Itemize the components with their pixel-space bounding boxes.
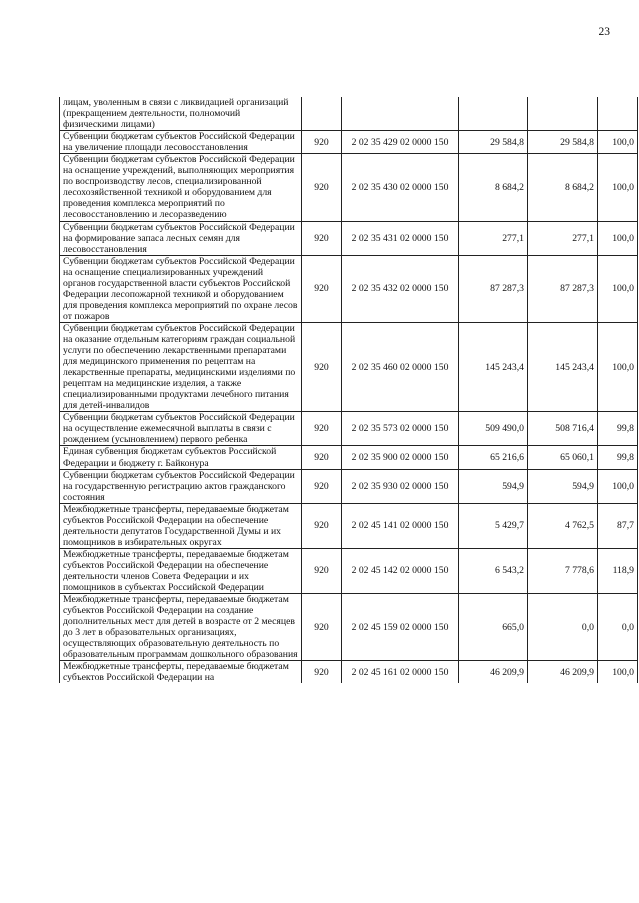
row-planned-amount: 5 429,7: [459, 503, 528, 548]
row-planned-amount: 87 287,3: [459, 255, 528, 322]
row-name: Межбюджетные трансферты, передаваемые бюджетам субъектов Российской Федерации на обеспечение деятельности членов Совета Федерации и их помощников в субъектах Российской Федерации: [60, 548, 302, 593]
table-row: [60, 503, 638, 548]
row-budget-code: [342, 97, 459, 131]
page-number: 23: [598, 26, 610, 38]
row-execution-percent: 99,8: [598, 412, 638, 446]
row-planned-amount: 6 543,2: [459, 548, 528, 593]
row-planned-amount: 594,9: [459, 469, 528, 503]
row-budget-code: 2 02 35 460 02 0000 150: [342, 322, 459, 411]
row-execution-percent: 100,0: [598, 322, 638, 411]
row-name: Межбюджетные трансферты, передаваемые бюджетам субъектов Российской Федерации на: [60, 661, 302, 684]
row-budget-code: 2 02 35 430 02 0000 150: [342, 154, 459, 221]
row-planned-amount: 29 584,8: [459, 131, 528, 154]
row-execution-percent: 100,0: [598, 661, 638, 684]
row-executed-amount: [528, 97, 598, 131]
row-planned-amount: 665,0: [459, 594, 528, 661]
budget-table-body: [60, 97, 638, 683]
table-row: [60, 154, 638, 221]
table-row: [60, 548, 638, 593]
row-budget-code: 2 02 35 429 02 0000 150: [342, 131, 459, 154]
row-budget-code: 2 02 45 159 02 0000 150: [342, 594, 459, 661]
row-admin-code: 920: [302, 503, 342, 548]
table-row: [60, 221, 638, 255]
row-execution-percent: 0,0: [598, 594, 638, 661]
row-admin-code: 920: [302, 322, 342, 411]
row-budget-code: 2 02 45 142 02 0000 150: [342, 548, 459, 593]
row-budget-code: 2 02 35 432 02 0000 150: [342, 255, 459, 322]
row-execution-percent: 100,0: [598, 255, 638, 322]
row-name: лицам, уволенным в связи с ликвидацией организаций (прекращением деятельности, полномочий физическими лицами): [60, 97, 302, 131]
budget-table: [59, 97, 638, 683]
row-admin-code: [302, 97, 342, 131]
row-planned-amount: 509 490,0: [459, 412, 528, 446]
row-planned-amount: 46 209,9: [459, 661, 528, 684]
row-planned-amount: 277,1: [459, 221, 528, 255]
row-executed-amount: 508 716,4: [528, 412, 598, 446]
row-admin-code: 920: [302, 548, 342, 593]
table-row: [60, 255, 638, 322]
row-executed-amount: 4 762,5: [528, 503, 598, 548]
row-planned-amount: [459, 97, 528, 131]
table-row: [60, 446, 638, 469]
row-budget-code: 2 02 45 161 02 0000 150: [342, 661, 459, 684]
row-executed-amount: 277,1: [528, 221, 598, 255]
row-execution-percent: 100,0: [598, 469, 638, 503]
table-row: [60, 412, 638, 446]
row-executed-amount: 145 243,4: [528, 322, 598, 411]
row-admin-code: 920: [302, 412, 342, 446]
row-executed-amount: 8 684,2: [528, 154, 598, 221]
table-row: [60, 661, 638, 684]
table-row: [60, 131, 638, 154]
row-admin-code: 920: [302, 446, 342, 469]
row-name: Межбюджетные трансферты, передаваемые бюджетам субъектов Российской Федерации на обеспечение деятельности депутатов Государственной Думы и их помощников в избирательных округах: [60, 503, 302, 548]
table-row: [60, 97, 638, 131]
row-admin-code: 920: [302, 131, 342, 154]
row-admin-code: 920: [302, 255, 342, 322]
row-executed-amount: 46 209,9: [528, 661, 598, 684]
row-admin-code: 920: [302, 469, 342, 503]
row-name: Межбюджетные трансферты, передаваемые бюджетам субъектов Российской Федерации на создание дополнительных мест для детей в возрасте от 2 месяцев до 3 лет в образовательных организациях, осуществляющих образовательную деятельность по образовательным программам дошкольного образования: [60, 594, 302, 661]
row-execution-percent: 99,8: [598, 446, 638, 469]
table-row: [60, 322, 638, 411]
table-row: [60, 469, 638, 503]
row-name: Единая субвенция бюджетам субъектов Российской Федерации и бюджету г. Байконура: [60, 446, 302, 469]
row-execution-percent: 100,0: [598, 221, 638, 255]
row-executed-amount: 7 778,6: [528, 548, 598, 593]
row-executed-amount: 594,9: [528, 469, 598, 503]
row-admin-code: 920: [302, 221, 342, 255]
row-budget-code: 2 02 45 141 02 0000 150: [342, 503, 459, 548]
row-execution-percent: 100,0: [598, 131, 638, 154]
row-planned-amount: 145 243,4: [459, 322, 528, 411]
row-name: Субвенции бюджетам субъектов Российской Федерации на оснащение специализированных учреждений органов государственной власти субъектов Российской Федерации лесопожарной техникой и оборудованием для проведения комплекса мероприятий по охране лесов от пожаров: [60, 255, 302, 322]
row-name: Субвенции бюджетам субъектов Российской Федерации на формирование запаса лесных семян для лесовосстановления: [60, 221, 302, 255]
row-name: Субвенции бюджетам субъектов Российской Федерации на увеличение площади лесовосстановления: [60, 131, 302, 154]
row-executed-amount: 0,0: [528, 594, 598, 661]
row-budget-code: 2 02 35 573 02 0000 150: [342, 412, 459, 446]
row-name: Субвенции бюджетам субъектов Российской Федерации на государственную регистрацию актов гражданского состояния: [60, 469, 302, 503]
row-executed-amount: 29 584,8: [528, 131, 598, 154]
row-planned-amount: 8 684,2: [459, 154, 528, 221]
row-execution-percent: 87,7: [598, 503, 638, 548]
row-execution-percent: 118,9: [598, 548, 638, 593]
row-executed-amount: 87 287,3: [528, 255, 598, 322]
row-executed-amount: 65 060,1: [528, 446, 598, 469]
row-name: Субвенции бюджетам субъектов Российской Федерации на осуществление ежемесячной выплаты в связи с рождением (усыновлением) первого ребенка: [60, 412, 302, 446]
row-admin-code: 920: [302, 661, 342, 684]
row-budget-code: 2 02 35 930 02 0000 150: [342, 469, 459, 503]
row-budget-code: 2 02 35 900 02 0000 150: [342, 446, 459, 469]
row-planned-amount: 65 216,6: [459, 446, 528, 469]
row-execution-percent: [598, 97, 638, 131]
row-name: Субвенции бюджетам субъектов Российской Федерации на оснащение учреждений, выполняющих мероприятия по воспроизводству лесов, специализированной лесохозяйственной техникой и оборудованием для проведения комплекса мероприятий по лесовосстановлению и лесоразведению: [60, 154, 302, 221]
row-name: Субвенции бюджетам субъектов Российской Федерации на оказание отдельным категориям граждан социальной услуги по обеспечению лекарственными препаратами для медицинского применения по рецептам на лекарственные препараты, медицинскими изделиями по рецептам на медицинские изделия, а также специализированными продуктами лечебного питания для детей-инвалидов: [60, 322, 302, 411]
row-budget-code: 2 02 35 431 02 0000 150: [342, 221, 459, 255]
row-execution-percent: 100,0: [598, 154, 638, 221]
row-admin-code: 920: [302, 154, 342, 221]
table-row: [60, 594, 638, 661]
row-admin-code: 920: [302, 594, 342, 661]
